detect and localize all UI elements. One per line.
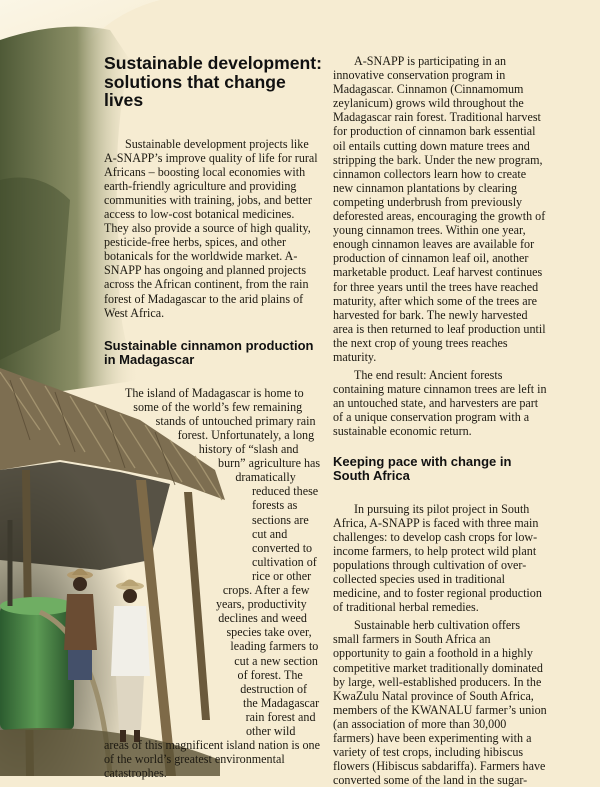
cinnamon-program-paragraph: A-SNAPP is participating in an innovative conservation program in Madagascar. Cinnamon (Cinnamomum zeylanicum) grows wild throughout the Madagascar rain forest. Traditional harvest for production of cinnamon bark essential oil entails cutting down mature trees and stripping the bark. Under the new program, cinnamon collectors learn how to create new cinnamon plantations by clearing competing underbrush from previously deforested areas, encouraging the growth of young cinnamon trees. Within one year, enough cinnamon leaves are available for production of cinnamon leaf oil, another marketable product. Leaf harvest continues for three years until the trees have reached maturity, after which some of the trees are harvested for bark. The newly harvested area is then returned to leaf production until the next crop of young trees reaches maturity. [333, 54, 546, 364]
intro-paragraph: Sustainable development projects like A-SNAPP’s improve quality of life for rural Africans – boosting local economies with earth-friendly agriculture and providing communities with training, jobs, and better access to low-cost botanical medicines. They also provide a source of high quality, pesticide-free herbs, spices, and other botanicals for the worldwide market. A-SNAPP has ongoing and planned projects across the African continent, from the rain forest of Madagascar to the arid plains of West Africa. [104, 136, 318, 320]
end-result-paragraph: The end result: Ancient forests containing mature cinnamon trees are left in an untouched state, and harvesters are part of a unique conservation program with a sustainable economic return. [333, 368, 547, 439]
herb-cultivation-paragraph: Sustainable herb cultivation offers small farmers in South Africa an opportunity to gain a foothold in a highly competitive market traditionally dominated by large, well-established producers. In the KwaZulu Natal province of South Africa, members of the KWANALU farmer’s union (an association of more than 30,000 farmers) have been experimenting with a variety of test crops, including hibiscus flowers (Hibiscus sabdariffa). Farmers have converted some of the land in the sugar- [333, 618, 547, 787]
madagascar-paragraph: The island of Madagascar is home to some of the world’s few remaining stands of untouched primary rain forest. Unfortunately, a long history of “slash and burn” agriculture has dramatically reduced these forests as sections are cut and converted to cultivation of rice or other crops. After a few years, productivity declines and weed species take over, leading farmers to cut a new section of forest. The destruction of the Madagascar rain forest and other wild areas of this magnificent island nation is one of the world’s greatest environmental catastrophes. [104, 385, 321, 781]
madagascar-text-wrap [104, 386, 322, 781]
section-heading-south-africa: Keeping pace with change in South Africa [333, 453, 512, 484]
section-heading-madagascar: Sustainable cinnamon production in Madagascar [104, 337, 314, 368]
article-headline: Sustainable development: solutions that change lives [104, 53, 323, 110]
left-column [104, 54, 322, 780]
south-africa-challenges-paragraph: In pursuing its pilot project in South Africa, A-SNAPP is faced with three main challenges: to develop cash crops for low-income farmers, to help protect wild plant populations through cultivation of over-collected species used in traditional medicine, and to foster regional production of traditional herbal remedies. [333, 501, 542, 615]
right-column [333, 54, 548, 787]
